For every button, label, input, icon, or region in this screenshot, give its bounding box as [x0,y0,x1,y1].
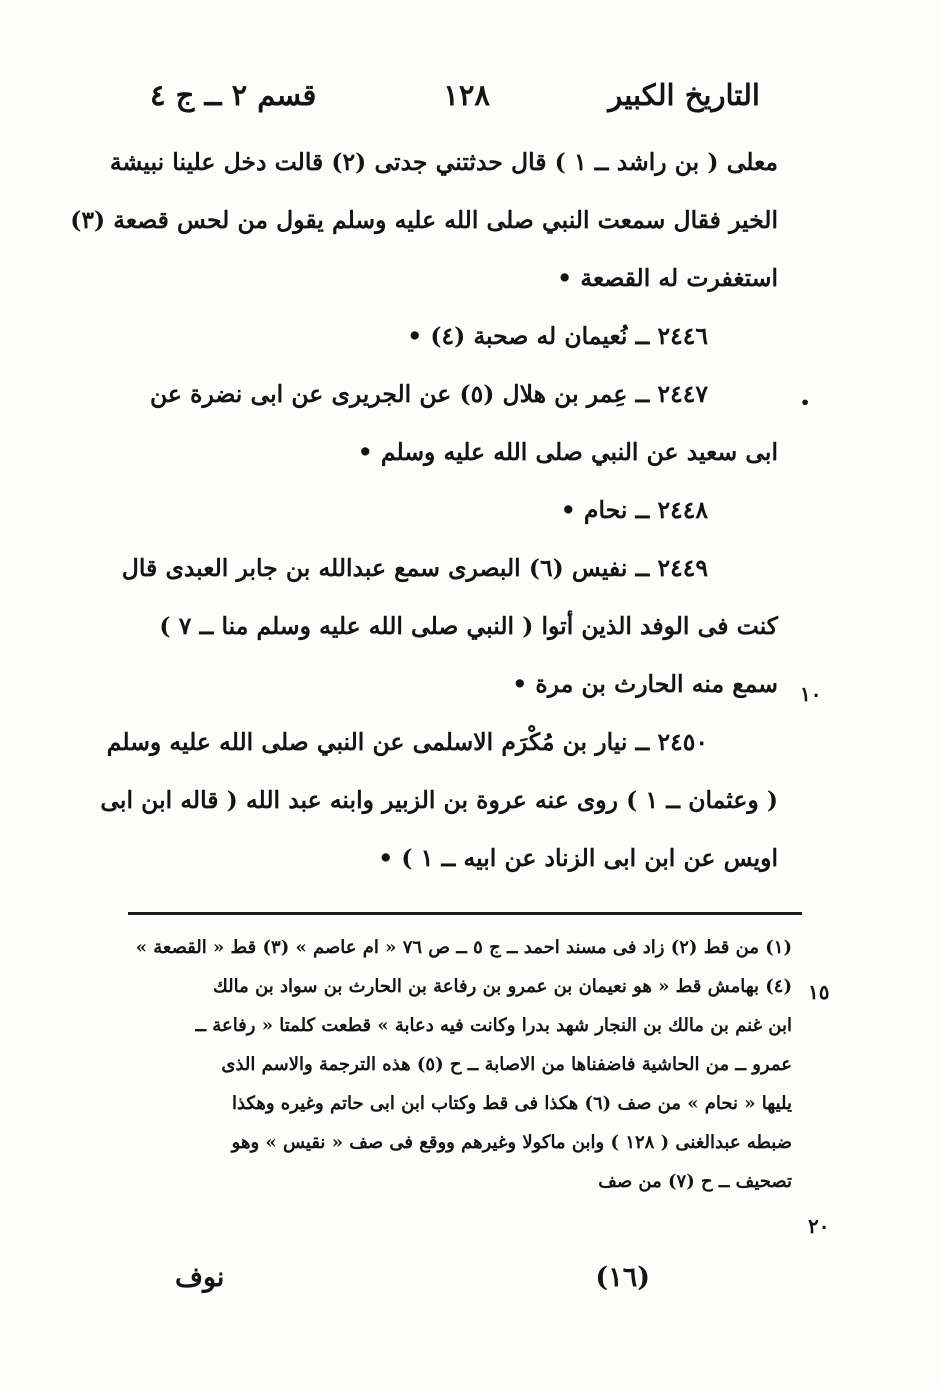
text-line: ابى سعيد عن النبي صلى الله عليه وسلم • [357,438,778,466]
margin-dot: • [800,393,811,412]
text-line: ( وعثمان ــ ١ ) روى عنه عروة بن الزبير وابنه عبد الله ( قاله ابن ابى [100,786,778,814]
footnote-line: عمرو ــ من الحاشية فاضفناها من الاصابة ــ ح (٥) هذه الترجمة والاسم الذى [221,1054,792,1075]
page-footer [150,1262,650,1306]
page-number: ١٢٨ [443,78,490,112]
entry-2446: ٢٤٤٦ ــ نُعيمان له صحبة (٤) • [407,322,708,350]
printer-signature: نوف [175,1262,225,1293]
text-line: كنت فى الوفد الذين أتوا ( النبي صلى الله عليه وسلم منا ــ ٧ ) [159,612,778,640]
text-line: اويس عن ابن ابى الزناد عن ابيه ــ ١ ) • [378,844,778,872]
book-title: التاريخ الكبير [608,78,760,112]
footnote-line: ابن غنم بن مالك بن النجار شهد بدرا وكانت فيه دعابة » قطعت كلمتا « رفاعة ــ [195,1015,792,1036]
page-header [150,78,760,128]
entry-2449: ٢٤٤٩ ــ نفيس (٦) البصرى سمع عبدالله بن جابر العبدى قال [121,554,708,582]
footnote-line: يليها « نحام » من صف (٦) هكذا فى قط وكتاب ابن ابى حاتم وغيره وهكذا [231,1093,792,1114]
footnote-line: ضبطه عبدالغنى ( ١٢٨ ) وابن ماكولا وغيرهم ووقع فى صف « نقيس » وهو [231,1132,792,1153]
entry-2447: ٢٤٤٧ ــ عِمر بن هلال (٥) عن الجريرى عن ابى نضرة عن [150,380,708,408]
text-line: استغفرت له القصعة • [557,264,778,292]
sheet-mark: (١٦) [595,1262,650,1293]
footnote-divider [128,912,802,915]
main-text [70,133,778,887]
text-line: معلى ( بن راشد ــ ١ ) قال حدثتني جدتى (٢) قالت دخل علينا نبيشة [109,148,778,176]
entry-2448: ٢٤٤٨ ــ نحام • [560,496,708,524]
margin-line-number-15: ١٥ [808,980,830,1004]
footnote-line: تصحيف ــ ح (٧) من صف [598,1171,792,1192]
footnote-line: (٤) بهامش قط « هو نعيمان بن عمرو بن رفاعة بن الحارث بن سواد بن مالك [213,976,792,997]
text-line: الخير فقال سمعت النبي صلى الله عليه وسلم يقول من لحس قصعة (٣) [70,206,778,234]
footnote-line: (١) من قط (٢) زاد فى مسند احمد ــ ج ٥ ــ ص ٧٦ « ام عاصم » (٣) قط « القصعة » [135,937,792,958]
footnotes [135,928,792,1201]
margin-line-number-20: ٢٠ [808,1214,830,1238]
entry-2450: ٢٤٥٠ ــ نيار بن مُكْرَم الاسلمى عن النبي صلى الله عليه وسلم [106,728,708,756]
margin-line-number-10: ١٠ [800,682,822,706]
text-line: سمع منه الحارث بن مرة • [512,670,778,698]
volume-part: قسم ٢ ــ ج ٤ [150,78,317,112]
